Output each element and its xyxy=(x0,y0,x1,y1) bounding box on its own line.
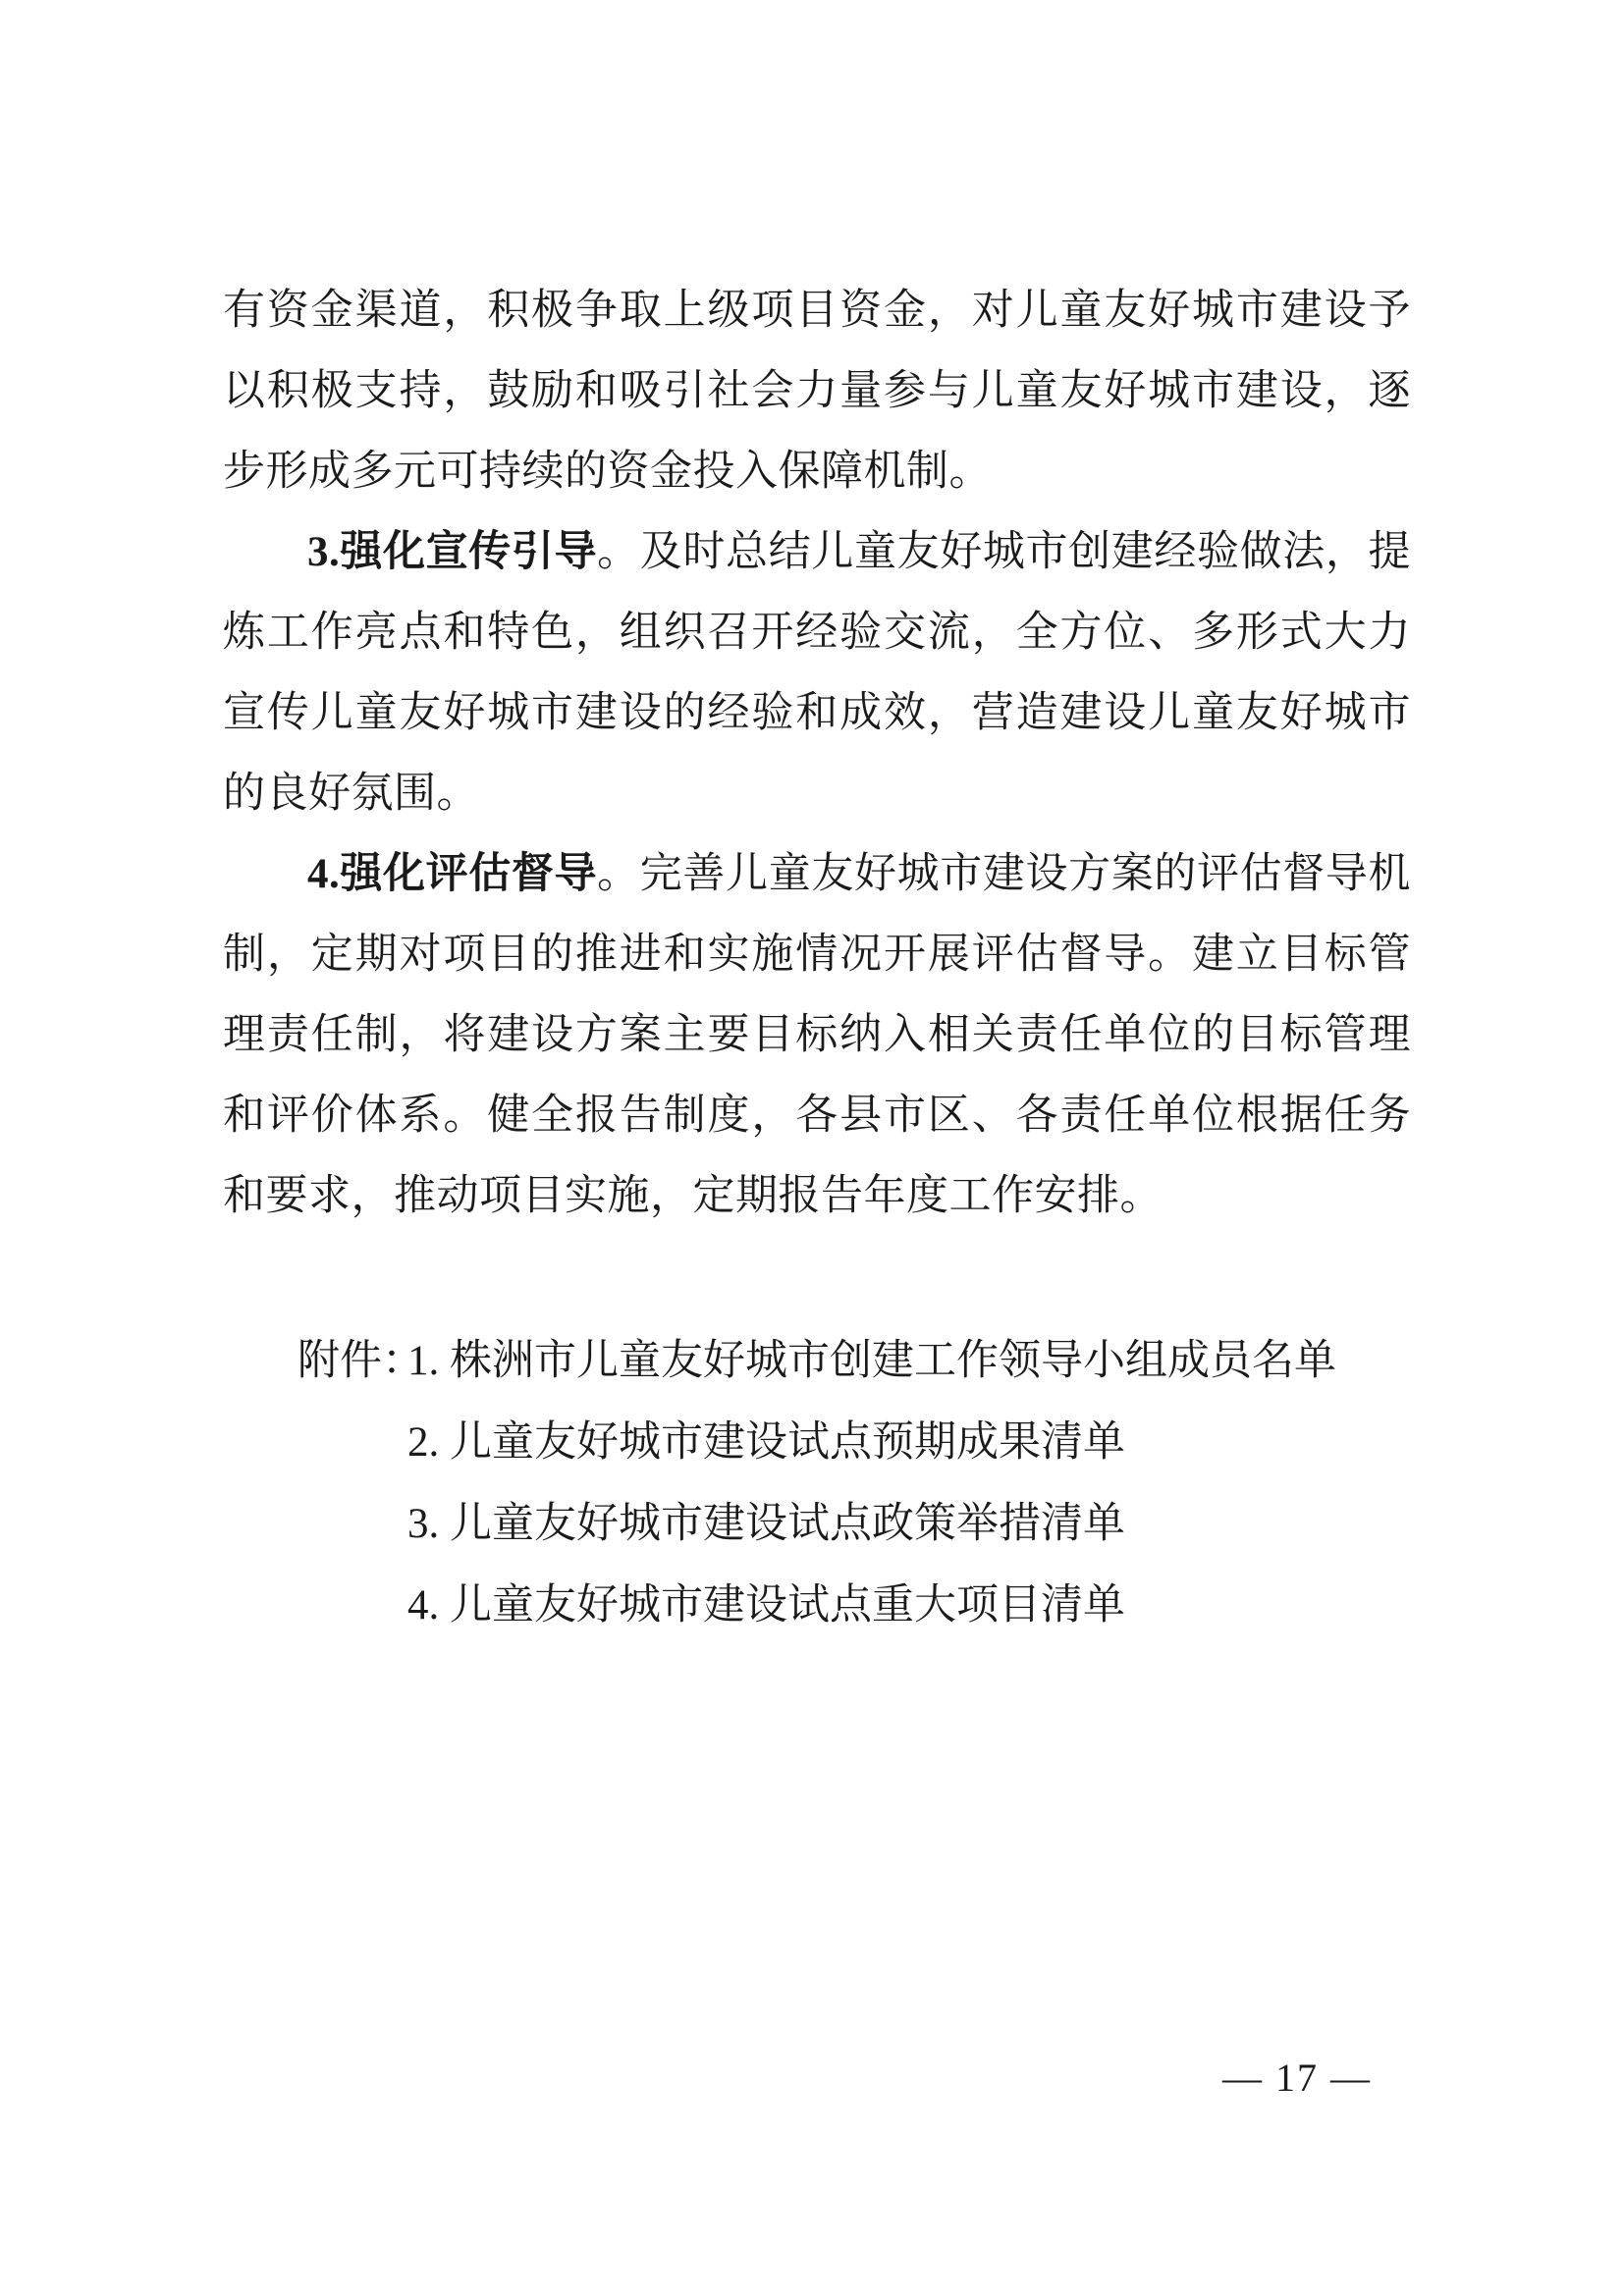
paragraph-2 xyxy=(223,512,1411,834)
attachments-label: 附件： xyxy=(298,1338,424,1384)
attachments-section xyxy=(298,1320,1411,1646)
paragraph-lead: 3.强化宣传引导 xyxy=(307,529,598,575)
attachment-item-3: 3. 儿童友好城市建设试点政策举措清单 xyxy=(407,1501,1125,1547)
attachment-item-4: 4. 儿童友好城市建设试点重大项目清单 xyxy=(407,1582,1125,1629)
paragraph-text: 有资金渠道，积极争取上级项目资金，对儿童友好城市建设予以积极支持，鼓励和吸引社会力量参与儿童友好城市建设，逐步形成多元可持续的资金投入保障机制。 xyxy=(223,288,1411,495)
paragraph-text: 。及时总结儿童友好城市创建经验做法，提炼工作亮点和特色，组织召开经验交流，全方位、多形式大力宣传儿童友好城市建设的经验和成效，营造建设儿童友好城市的良好氛围。 xyxy=(223,529,1412,817)
document-body xyxy=(223,271,1411,1237)
attachment-item-2: 2. 儿童友好城市建设试点预期成果清单 xyxy=(407,1419,1125,1466)
paragraph-lead: 4.强化评估督导 xyxy=(307,851,598,897)
paragraph-1 xyxy=(223,271,1411,512)
attachments-list xyxy=(407,1320,1411,1646)
attachment-item-1: 1. 株洲市儿童友好城市创建工作领导小组成员名单 xyxy=(407,1338,1336,1384)
paragraph-3 xyxy=(223,834,1411,1237)
paragraph-text: 。完善儿童友好城市建设方案的评估督导机制，定期对项目的推进和实施情况开展评估督导。建立目标管理责任制，将建设方案主要目标纳入相关责任单位的目标管理和评价体系。健全报告制度，各县市区、各责任单位根据任务和要求，推动项目实施，定期报告年度工作安排。 xyxy=(223,851,1412,1219)
page-number: — 17 — xyxy=(1222,2056,1372,2100)
